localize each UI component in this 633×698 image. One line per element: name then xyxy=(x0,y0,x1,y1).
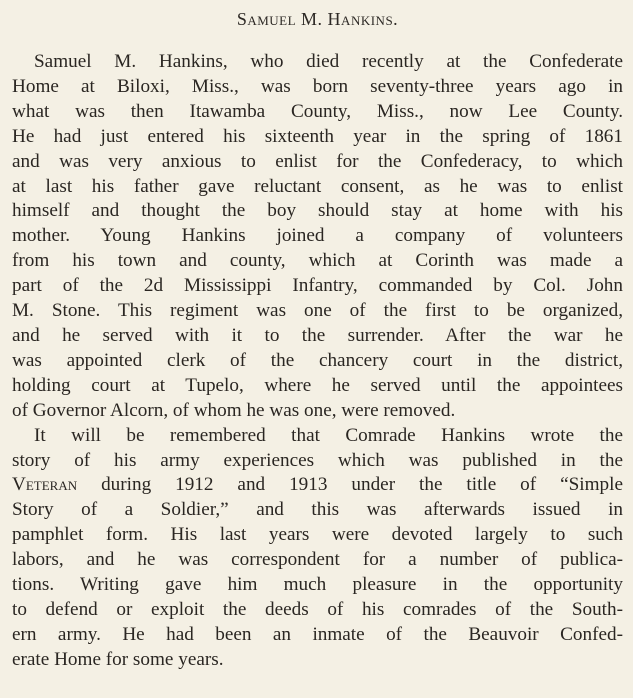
text-line: story of his army experiences which was published in the xyxy=(12,449,623,471)
text-line: part of the 2d Mississippi Infantry, commanded by Col. John xyxy=(12,275,623,297)
text-fragment: during 1912 and 1913 under the title of “Simple xyxy=(77,474,623,496)
text-line: at last his father gave reluctant consent, as he was to enlist xyxy=(12,175,623,197)
text-line: Home at Biloxi, Miss., was born seventy-three years ago in xyxy=(12,75,623,97)
text-line xyxy=(12,473,623,498)
text-line: to defend or exploit the deeds of his comrades of the South- xyxy=(12,598,623,620)
text-line: from his town and county, which at Corinth was made a xyxy=(12,250,623,272)
text-line: erate Home for some years. xyxy=(12,648,224,670)
text-line: labors, and he was correspondent for a number of publica- xyxy=(12,549,623,571)
text-line: was appointed clerk of the chancery court in the district, xyxy=(12,349,623,371)
text-line: what was then Itawamba County, Miss., now Lee County. xyxy=(12,100,623,122)
text-line: Samuel M. Hankins, who died recently at the Confederate xyxy=(34,51,623,72)
text-line: himself and thought the boy should stay at home with his xyxy=(12,200,623,222)
text-line: of Governor Alcorn, of whom he was one, were removed. xyxy=(12,399,456,421)
article-body xyxy=(12,50,623,673)
paragraph-1 xyxy=(12,50,623,424)
text-line: ern army. He had been an inmate of the Beauvoir Confed- xyxy=(12,623,623,645)
text-line: Story of a Soldier,” and this was afterwards issued in xyxy=(12,499,623,521)
text-line: mother. Young Hankins joined a company of volunteers xyxy=(12,225,623,247)
text-line: holding court at Tupelo, where he served until the appointees xyxy=(12,374,623,396)
text-line: He had just entered his sixteenth year in the spring of 1861 xyxy=(12,125,623,147)
text-line: and he served with it to the surrender. After the war he xyxy=(12,324,623,346)
text-line: It will be remembered that Comrade Hankins wrote the xyxy=(34,424,623,446)
text-line: and was very anxious to enlist for the Confederacy, to which xyxy=(12,150,623,172)
magazine-name: Veteran xyxy=(12,474,78,496)
text-line: tions. Writing gave him much pleasure in the opportunity xyxy=(12,574,623,596)
text-line: pamphlet form. His last years were devoted largely to such xyxy=(12,524,623,546)
paragraph-2 xyxy=(12,424,623,673)
article-title: Samuel M. Hankins. xyxy=(236,9,399,29)
text-line: M. Stone. This regiment was one of the first to be organized, xyxy=(12,300,623,322)
